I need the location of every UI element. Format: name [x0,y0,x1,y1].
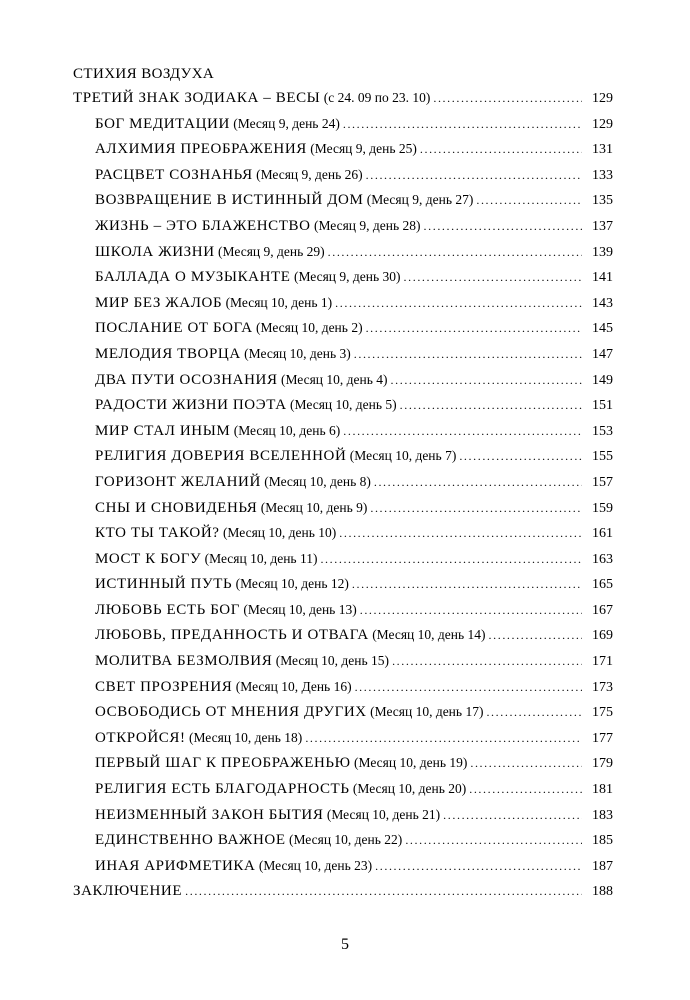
toc-entry-title [95,346,351,363]
toc-entry-page: 129 [592,116,613,132]
toc-entry [73,192,613,218]
toc-entry-date: (Месяц 10, День 16) [232,678,352,694]
toc-entry [73,525,613,551]
toc-entry-caption: ГОРИЗОНТ ЖЕЛАНИЙ [95,473,261,490]
toc-entry-title [95,551,317,568]
dot-leader [355,681,582,693]
toc-entry-page: 145 [592,321,613,337]
toc-entry-page: 175 [592,705,613,721]
toc-entry [73,116,613,142]
toc-entry-title [95,269,401,286]
toc-entry [73,653,613,679]
toc-entry-page: 141 [592,270,613,286]
toc-entry-caption: ТРЕТИЙ ЗНАК ЗОДИАКА – ВЕСЫ [73,90,321,106]
toc-entry [73,627,613,653]
toc-entry-date: (Месяц 10, день 12) [232,576,349,592]
toc-entry-caption: МИР БЕЗ ЖАЛОБ [95,294,223,311]
toc-entry-page: 179 [592,756,613,772]
toc-entry-title [95,295,332,312]
toc-entry-page: 167 [592,602,613,618]
dot-leader [433,92,582,104]
toc-entry-title [95,320,363,337]
toc-entry-caption: ПОСЛАНИЕ ОТ БОГА [95,320,253,337]
toc-entry-title [95,858,372,875]
toc-entry [73,372,613,398]
toc-entry [73,704,613,730]
toc-entry-title [95,704,483,721]
toc-entry-caption: ИНАЯ АРИФМЕТИКА [95,857,256,874]
toc-entry-date: (Месяц 10, день 8) [260,473,371,489]
dot-leader [486,706,582,718]
toc-entry [73,474,613,500]
toc-entry-title [95,167,363,184]
toc-entry [73,500,613,526]
toc-entry-title [95,141,417,158]
toc-entry-title [73,883,182,900]
toc-entry-title [95,730,302,747]
toc-entry-page: 149 [592,372,613,388]
toc-entry-page: 157 [592,474,613,490]
dot-leader [366,322,582,334]
toc-entry-caption: РЕЛИГИЯ ДОВЕРИЯ ВСЕЛЕННОЙ [95,448,347,465]
toc-entry-title [95,423,340,440]
toc-entry [73,320,613,346]
toc-entry-title [95,755,467,772]
dot-leader [320,553,582,565]
toc-entry-title [95,372,388,389]
toc-entry-caption: ВОЗВРАЩЕНИЕ В ИСТИННЫЙ ДОМ [95,192,364,209]
toc-entry-page: 155 [592,449,613,465]
toc-entry-date: (Месяц 10, день 1) [222,294,333,310]
dot-leader [374,476,582,488]
dot-leader [469,783,582,795]
toc-entry-page: 129 [592,91,613,106]
toc-entry-title [95,653,389,670]
toc-entry-page: 173 [592,679,613,695]
toc-entry-caption: ЛЮБОВЬ, ПРЕДАННОСТЬ И ОТВАГА [95,627,369,644]
toc-entry-title [73,90,430,107]
toc-entry-caption: СВЕТ ПРОЗРЕНИЯ [95,678,233,695]
dot-leader [366,169,582,181]
dot-leader [400,399,582,411]
toc-entry [73,883,613,909]
toc-entry-date: (Месяц 10, день 17) [366,704,484,720]
dot-leader [404,271,582,283]
toc-entry-page: 169 [592,628,613,644]
toc-entry-page: 177 [592,730,613,746]
toc-entry-title [95,500,367,517]
toc-entry-date: (Месяц 9, день 29) [214,243,325,259]
toc-entry-caption: МЕЛОДИЯ ТВОРЦА [95,345,241,362]
toc-entry [73,141,613,167]
dot-leader [328,246,582,258]
toc-entry-caption: ПЕРВЫЙ ШАГ К ПРЕОБРАЖЕНЬЮ [95,755,351,772]
toc-entry-date: (Месяц 9, день 30) [290,269,401,285]
page-number: 5 [341,936,349,953]
dot-leader [339,527,582,539]
dot-leader [343,425,582,437]
section-heading: СТИХИЯ ВОЗДУХА [73,66,215,82]
toc-entry-date: (Месяц 9, день 26) [252,166,363,182]
toc-entry-date: (Месяц 10, день 5) [286,397,397,413]
dot-leader [420,143,582,155]
dot-leader [476,194,582,206]
toc-entry-caption: МОСТ К БОГУ [95,550,202,567]
toc-entry [73,730,613,756]
toc-entry-page: 131 [592,142,613,158]
toc-entry-title [95,448,456,465]
dot-leader [370,502,582,514]
toc-entry-date: (Месяц 10, день 23) [255,857,373,873]
dot-leader [392,655,582,667]
toc-entry [73,858,613,884]
toc-entry-date: (Месяц 10, день 14) [368,627,486,643]
toc-entry-title [95,474,371,491]
dot-leader [354,348,582,360]
toc-entry-caption: БАЛЛАДА О МУЗЫКАНТЕ [95,269,291,286]
toc-entry-page: 133 [592,167,613,183]
toc-entry-page: 185 [592,833,613,849]
toc-entry-caption: РАДОСТИ ЖИЗНИ ПОЭТА [95,397,287,414]
toc-entry-date: (Месяц 10, день 7) [346,448,457,464]
toc-entry [73,679,613,705]
toc-entry [73,90,613,116]
dot-leader [489,629,582,641]
toc-entry-page: 143 [592,295,613,311]
toc-entry [73,244,613,270]
toc-entry-date: (Месяц 10, день 22) [285,832,403,848]
toc-entry-page: 159 [592,500,613,516]
dot-leader [305,732,582,744]
toc-entry [73,781,613,807]
dot-leader [391,374,582,386]
toc-entry-page: 163 [592,551,613,567]
toc-entry-page: 165 [592,577,613,593]
toc-entry-date: (Месяц 9, день 24) [229,115,340,131]
toc-entry-caption: БОГ МЕДИТАЦИИ [95,115,230,132]
toc-entry-page: 137 [592,218,613,234]
toc-entry-date: (Месяц 10, день 9) [257,499,368,515]
toc-entry-date: (Месяц 10, день 6) [230,422,341,438]
toc-entry-page: 171 [592,654,613,670]
toc-entry-title [95,576,349,593]
toc-entry [73,807,613,833]
toc-entry [73,576,613,602]
toc-entry-caption: ЛЮБОВЬ ЕСТЬ БОГ [95,601,241,618]
toc-entry-title [95,832,402,849]
toc-entry-caption: ОТКРОЙСЯ! [95,729,186,746]
toc-entry-title [95,525,336,542]
dot-leader [335,297,582,309]
dot-leader [343,118,582,130]
toc-entry-caption: АЛХИМИЯ ПРЕОБРАЖЕНИЯ [95,141,307,158]
toc-entry-title [95,218,421,235]
toc-entry-caption: ЕДИНСТВЕННО ВАЖНОЕ [95,832,286,849]
dot-leader [360,604,582,616]
toc-entry-caption: ЖИЗНЬ – ЭТО БЛАЖЕНСТВО [95,217,311,234]
toc-entry-date: (Месяц 9, день 27) [363,192,474,208]
dot-leader [352,578,582,590]
toc-entry-page: 187 [592,858,613,874]
toc-entry-page: 161 [592,526,613,542]
toc-entry-title [95,397,397,414]
toc-entry-page: 183 [592,807,613,823]
toc-entry-page: 147 [592,346,613,362]
toc-entry-page: 188 [592,884,613,900]
toc-entry [73,269,613,295]
table-of-contents [73,90,613,909]
toc-entry-date: (с 24. 09 по 23. 10) [320,90,431,105]
toc-entry-caption: СНЫ И СНОВИДЕНЬЯ [95,499,258,516]
toc-entry-caption: РЕЛИГИЯ ЕСТЬ БЛАГОДАРНОСТЬ [95,781,350,798]
toc-entry [73,423,613,449]
toc-entry-page: 181 [592,782,613,798]
toc-entry [73,448,613,474]
toc-entry-date: (Месяц 10, день 13) [240,601,357,617]
toc-entry-date: (Месяц 10, день 15) [272,653,390,669]
dot-leader [443,809,582,821]
toc-entry-page: 151 [592,398,613,414]
toc-entry-date: (Месяц 10, день 2) [252,320,363,336]
toc-entry-date: (Месяц 10, день 18) [185,729,303,745]
toc-entry-title [95,781,466,798]
toc-entry-title [95,807,440,824]
toc-entry [73,832,613,858]
toc-entry-title [95,627,486,644]
toc-entry [73,397,613,423]
toc-entry [73,602,613,628]
toc-entry-title [95,602,357,619]
toc-entry-caption: МИР СТАЛ ИНЫМ [95,422,231,439]
toc-entry-caption: ШКОЛА ЖИЗНИ [95,243,215,260]
toc-entry-page: 139 [592,244,613,260]
toc-entry-caption: РАСЦВЕТ СОЗНАНЬЯ [95,166,253,183]
toc-entry [73,346,613,372]
toc-entry-caption: НЕИЗМЕННЫЙ ЗАКОН БЫТИЯ [95,806,324,823]
toc-entry [73,218,613,244]
toc-entry-date: (Месяц 10, день 11) [201,550,318,566]
toc-entry [73,295,613,321]
toc-entry-date: (Месяц 10, день 20) [349,781,467,797]
toc-entry-caption: ИСТИННЫЙ ПУТЬ [95,576,233,593]
dot-leader [375,860,582,872]
toc-entry-page: 135 [592,193,613,209]
toc-entry-date: (Месяц 10, день 21) [323,806,441,822]
dot-leader [470,757,582,769]
toc-entry-date: (Месяц 10, день 4) [277,371,388,387]
toc-entry-caption: ДВА ПУТИ ОСОЗНАНИЯ [95,371,278,388]
toc-entry-title [95,679,352,696]
toc-entry-date: (Месяц 10, день 3) [240,345,351,361]
toc-entry-title [95,192,473,209]
toc-entry-title [95,116,340,133]
dot-leader [459,450,582,462]
toc-entry-caption: ОСВОБОДИСЬ ОТ МНЕНИЯ ДРУГИХ [95,704,367,721]
toc-entry [73,167,613,193]
dot-leader [185,885,582,897]
toc-entry-page: 153 [592,423,613,439]
toc-entry-caption: ЗАКЛЮЧЕНИЕ [73,883,183,900]
toc-entry [73,755,613,781]
toc-entry-date: (Месяц 10, день 19) [350,755,468,771]
toc-entry-date: (Месяц 9, день 25) [306,141,417,157]
toc-entry-date: (Месяц 10, день 10) [219,525,337,541]
toc-entry-title [95,244,325,261]
toc-entry-caption: МОЛИТВА БЕЗМОЛВИЯ [95,653,273,670]
toc-entry-date: (Месяц 9, день 28) [310,217,421,233]
toc-entry-caption: КТО ТЫ ТАКОЙ? [95,525,220,542]
dot-leader [405,834,582,846]
toc-entry [73,551,613,577]
dot-leader [424,220,582,232]
